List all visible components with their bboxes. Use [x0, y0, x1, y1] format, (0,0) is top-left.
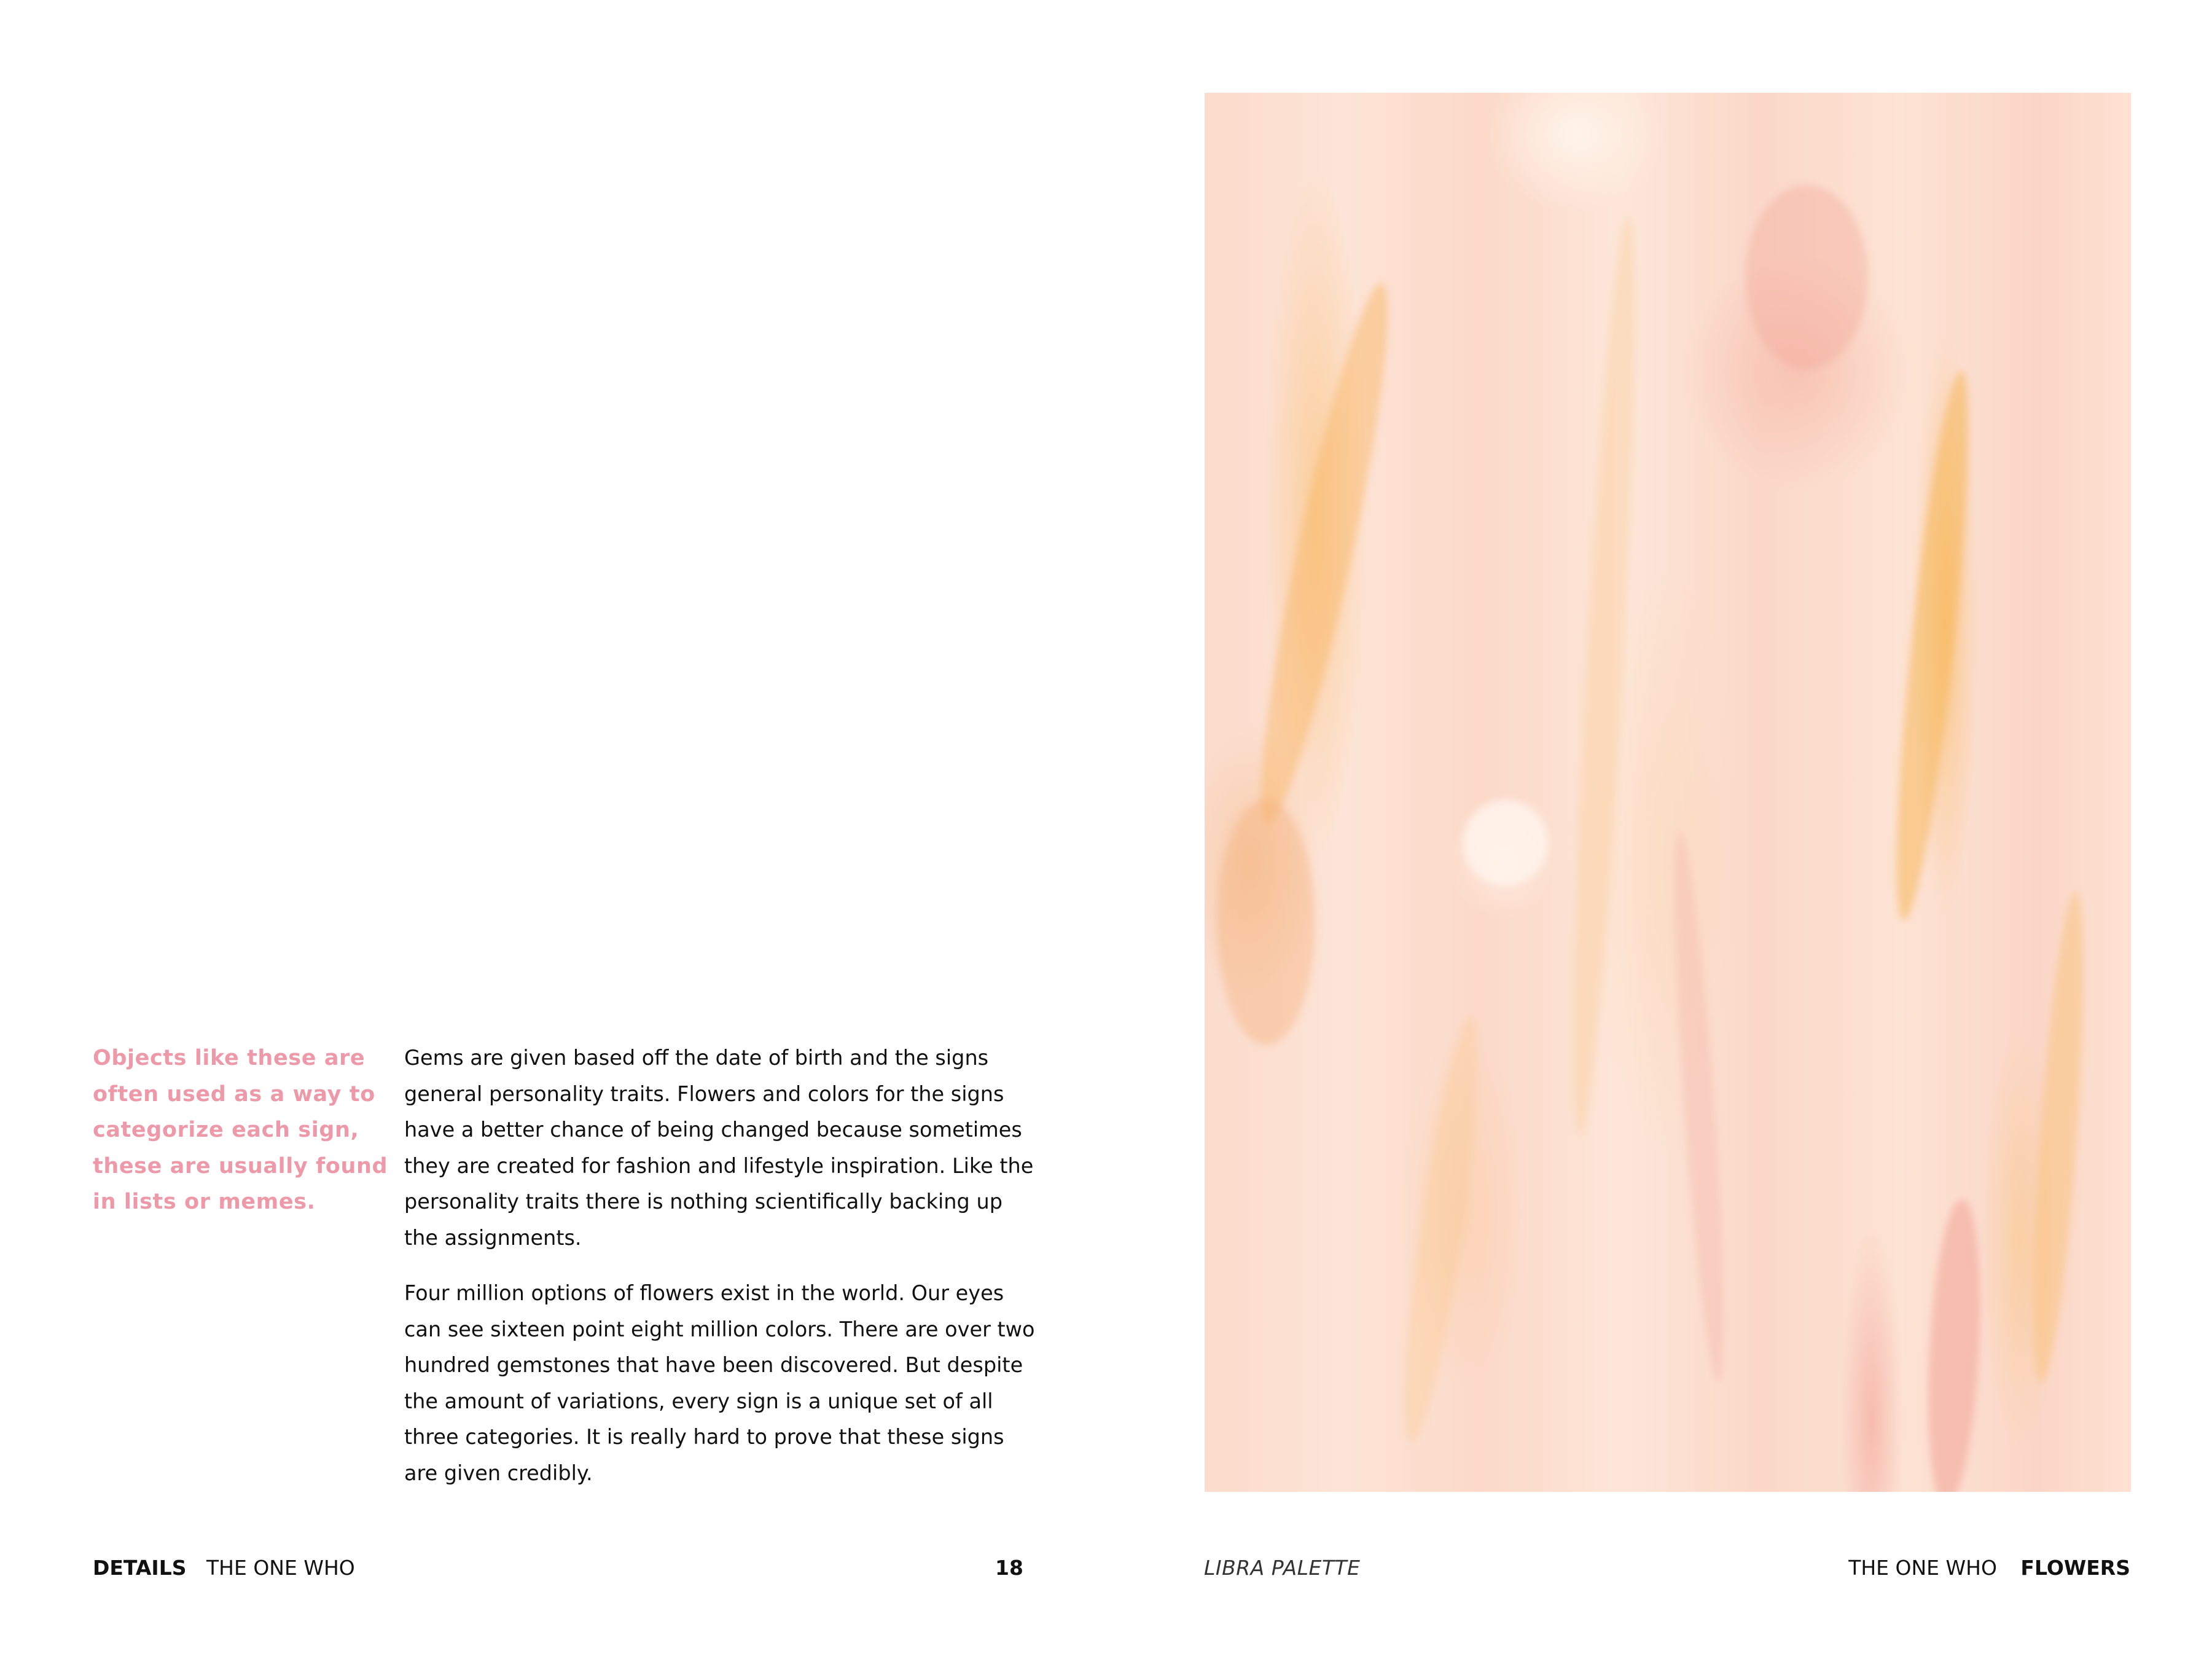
left-running-footer: [93, 1553, 355, 1583]
paragraph-2: [404, 1276, 1035, 1491]
pull-quote-line: Objects like these are: [93, 1046, 365, 1070]
footer-section-label: FLOWERS: [2020, 1556, 2130, 1580]
paragraph-line: they are created for fashion and lifestyle inspiration. Like the: [404, 1153, 1034, 1178]
footer-title: THE ONE WHO: [1848, 1556, 1997, 1580]
paragraph-line: Four million options of flowers exist in the world. Our eyes: [404, 1281, 1004, 1305]
right-running-footer: [1848, 1553, 2130, 1583]
paragraph-line: can see sixteen point eight million colors. There are over two: [404, 1317, 1035, 1341]
paragraph-line: the amount of variations, every sign is a unique set of all: [404, 1389, 993, 1413]
paragraph-line: hundred gemstones that have been discovered. But despite: [404, 1353, 1023, 1377]
footer-section-label: DETAILS: [93, 1556, 187, 1580]
pull-quote-line: these are usually found: [93, 1153, 388, 1179]
pull-quote-line: categorize each sign,: [93, 1118, 359, 1142]
paragraph-line: Gems are given based off the date of birth and the signs: [404, 1046, 989, 1070]
image-caption: LIBRA PALETTE: [1204, 1556, 1361, 1580]
watercolor-artwork-image: [1205, 93, 2131, 1492]
footer-title: THE ONE WHO: [206, 1556, 355, 1580]
paragraph-line: personality traits there is nothing scientifically backing up: [404, 1190, 1002, 1214]
paragraph-line: are given credibly.: [404, 1461, 593, 1485]
page-number: 18: [995, 1556, 1023, 1580]
pull-quote-line: in lists or memes.: [93, 1190, 316, 1214]
pull-quote-line: often used as a way to: [93, 1081, 375, 1107]
paragraph-1: [404, 1040, 1034, 1256]
paragraph-line: have a better chance of being changed because sometimes: [404, 1118, 1022, 1142]
body-text: [404, 1040, 1035, 1491]
paragraph-line: three categories. It is really hard to prove that these signs: [404, 1425, 1004, 1449]
paragraph-line: general personality traits. Flowers and colors for the signs: [404, 1081, 1004, 1106]
pull-quote: [93, 1040, 388, 1220]
paragraph-line: the assignments.: [404, 1225, 582, 1250]
